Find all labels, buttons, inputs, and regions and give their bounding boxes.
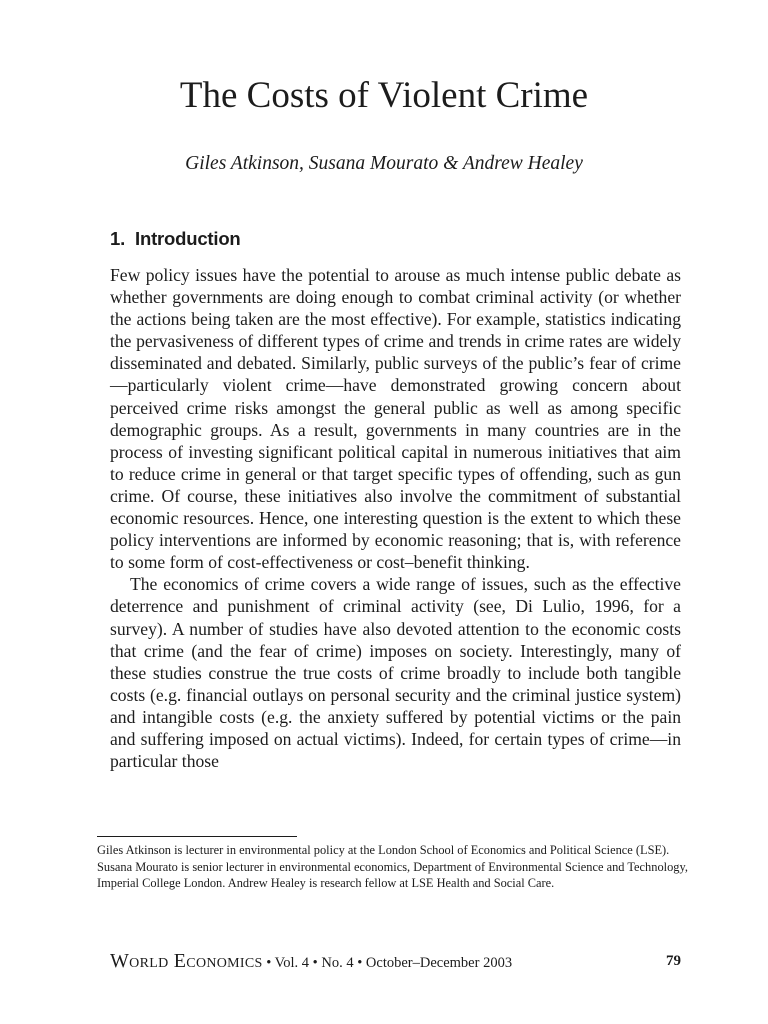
body-text bbox=[110, 264, 681, 772]
page-number: 79 bbox=[666, 953, 681, 969]
section-number: 1. bbox=[110, 228, 126, 249]
footnote-divider bbox=[97, 836, 297, 837]
article-title: The Costs of Violent Crime bbox=[179, 75, 589, 116]
paragraph-2: The economics of crime covers a wide range of issues, such as the effective deterrence and punishment of criminal activity (see, Di Lulio, 1996, for a survey). A number of studies have also devoted attention to the economic costs that crime (and the fear of crime) imposes on society. Interestingly, many of these studies construe the true costs of crime broadly to include both tangible costs (e.g. financial outlays on personal security and the criminal justice system) and intangible costs (e.g. the anxiety suffered by potential victims or the pain and suffering imposed on actual victims). Indeed, for certain types of crime—in particular those bbox=[110, 574, 681, 772]
section-title: Introduction bbox=[135, 228, 241, 249]
article-authors: Giles Atkinson, Susana Mourato & Andrew Healey bbox=[185, 153, 583, 174]
journal-name: World Economics bbox=[110, 950, 263, 972]
page-footer bbox=[110, 950, 681, 974]
paragraph-1: Few policy issues have the potential to arouse as much intense public debate as whether governments are doing enough to combat criminal activity (or whether the actions being taken are the most effective). For example, statistics indicating the pervasiveness of different types of crime and trends in crime rates are widely disseminated and debated. Similarly, public surveys of the public’s fear of crime—particularly violent crime—have demonstrated growing concern about perceived crime risks amongst the general public as well as among specific demographic groups. As a result, governments in many countries are in the process of investing significant political capital in numerous initiatives that aim to reduce crime in general or that target specific types of offending, such as gun crime. Of course, these initiatives also involve the commitment of substantial economic resources. Hence, one interesting question is the extent to which these policy interventions are informed by economic reasoning; that is, with reference to some form of cost-effectiveness or cost–benefit thinking. bbox=[110, 265, 681, 573]
issue-info: • Vol. 4 • No. 4 • October–December 2003 bbox=[262, 955, 513, 971]
section-heading bbox=[110, 226, 241, 252]
author-footnote: Giles Atkinson is lecturer in environmental policy at the London School of Economics and Political Science (LSE). Susana Mourato is senior lecturer in environmental economics, Department of Environmental Science and Technology, Imperial College London. Andrew Healey is research fellow at LSE Health and Social Care. bbox=[97, 843, 688, 890]
